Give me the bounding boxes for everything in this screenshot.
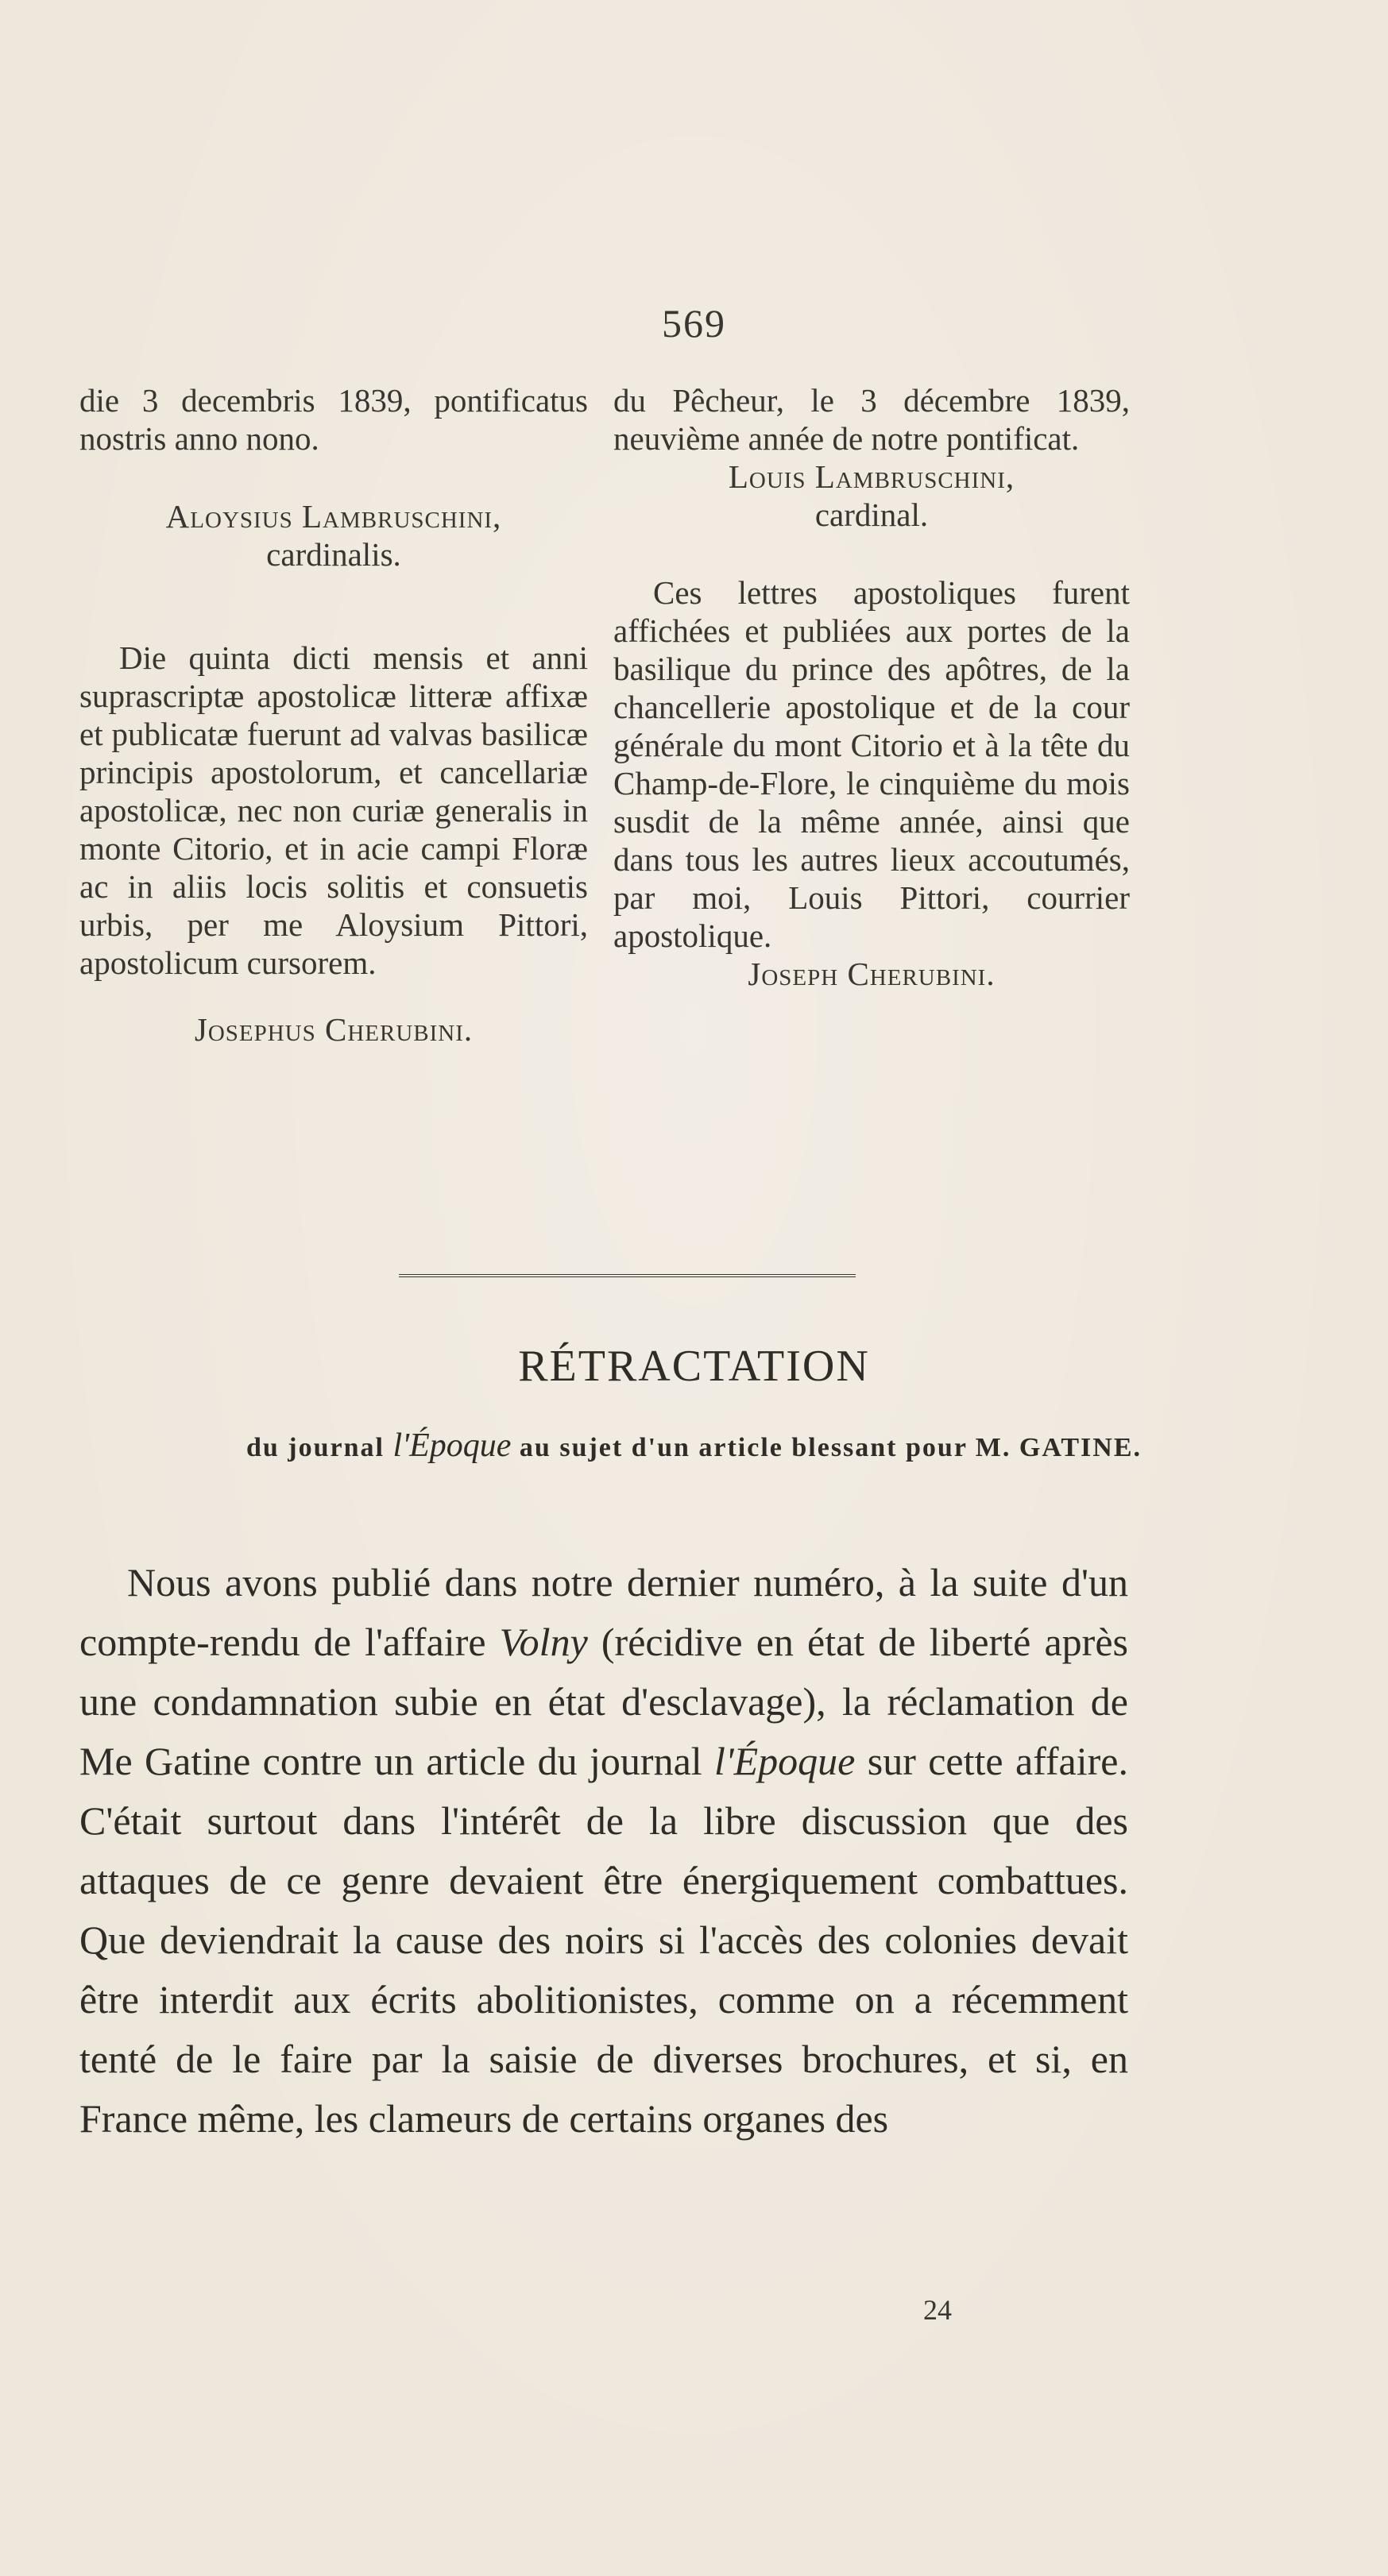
article-body: [79, 1553, 1128, 2149]
latin-publication-paragraph: Die quinta dicti mensis et anni suprascriptæ apostolicæ litteræ affixæ et publicatæ fuerunt ad valvas basilicæ principis apostolorum, et cancellariæ apostolicæ, nec non curiæ generalis in monte Citorio, et in acie campi Floræ ac in aliis locis solitis et consuetis urbis, per me Aloysium Pittori, apostolicum cursorem.: [79, 639, 588, 981]
body-text-part3: sur cette affaire. C'était surtout dans l'intérêt de la libre discussion que des attaques de ce genre devaient être énergiquement combattues. Que deviendrait la cause des noirs si l'accès des colonies devait être interdit aux écrits abolitionistes, comme on a récemment tenté de le faire par la saisie de diverses brochures, et si, en France même, les clameurs de certains organes des: [79, 1739, 1128, 2141]
latin-signatory-name: Aloysius Lambruschini,: [165, 498, 502, 535]
body-epoque: l'Époque: [714, 1739, 856, 1783]
section-divider: [399, 1274, 856, 1277]
french-cursor-signature: Joseph Cherubini.: [748, 956, 996, 992]
article-paragraph: [79, 1553, 1128, 2149]
subtitle-suffix: au sujet d'un article blessant pour M. GATINE.: [511, 1433, 1142, 1462]
french-signatory-name: Louis Lambruschini,: [728, 458, 1015, 495]
body-text-part2: (récidive en état de liberté après une condamnation subie en état d'esclavage), la réclamation de Me Gatine contre un article du journal: [79, 1620, 1128, 1783]
french-signatory-title: cardinal.: [814, 496, 929, 533]
french-column: [613, 381, 1130, 993]
body-text-part1: Nous avons publié dans notre dernier numéro, à la suite d'un compte-rendu de l'affaire: [79, 1560, 1128, 1664]
signature-mark: 24: [923, 2294, 952, 2326]
latin-column: [79, 381, 588, 1049]
body-volny: Volny: [499, 1620, 588, 1664]
latin-signatory-title: cardinalis.: [266, 536, 401, 573]
page-number: 569: [662, 301, 726, 346]
article-subtitle: [111, 1422, 1277, 1472]
french-publication-paragraph: Ces lettres apostoliques furent affichées et publiées aux portes de la basilique du prince des apôtres, de la chancellerie apostolique et de la cour générale du mont Citorio et à la tête du Champ-de-Flore, le cinquième du mois susdit de la même année, ainsi que dans tous les autres lieux accoutumés, par moi, Louis Pittori, courrier apostolique.: [613, 574, 1130, 954]
latin-cursor-signature: Josephus Cherubini.: [194, 1011, 474, 1048]
subtitle-journal-name: l'Époque: [392, 1427, 512, 1464]
article-title: RÉTRACTATION: [518, 1342, 870, 1391]
french-dating-paragraph: du Pêcheur, le 3 décembre 1839, neuvième année de notre pontificat.: [613, 382, 1130, 457]
latin-dating-paragraph: die 3 decembris 1839, pontificatus nostris anno nono.: [79, 382, 588, 457]
subtitle-prefix: du journal: [246, 1433, 393, 1462]
